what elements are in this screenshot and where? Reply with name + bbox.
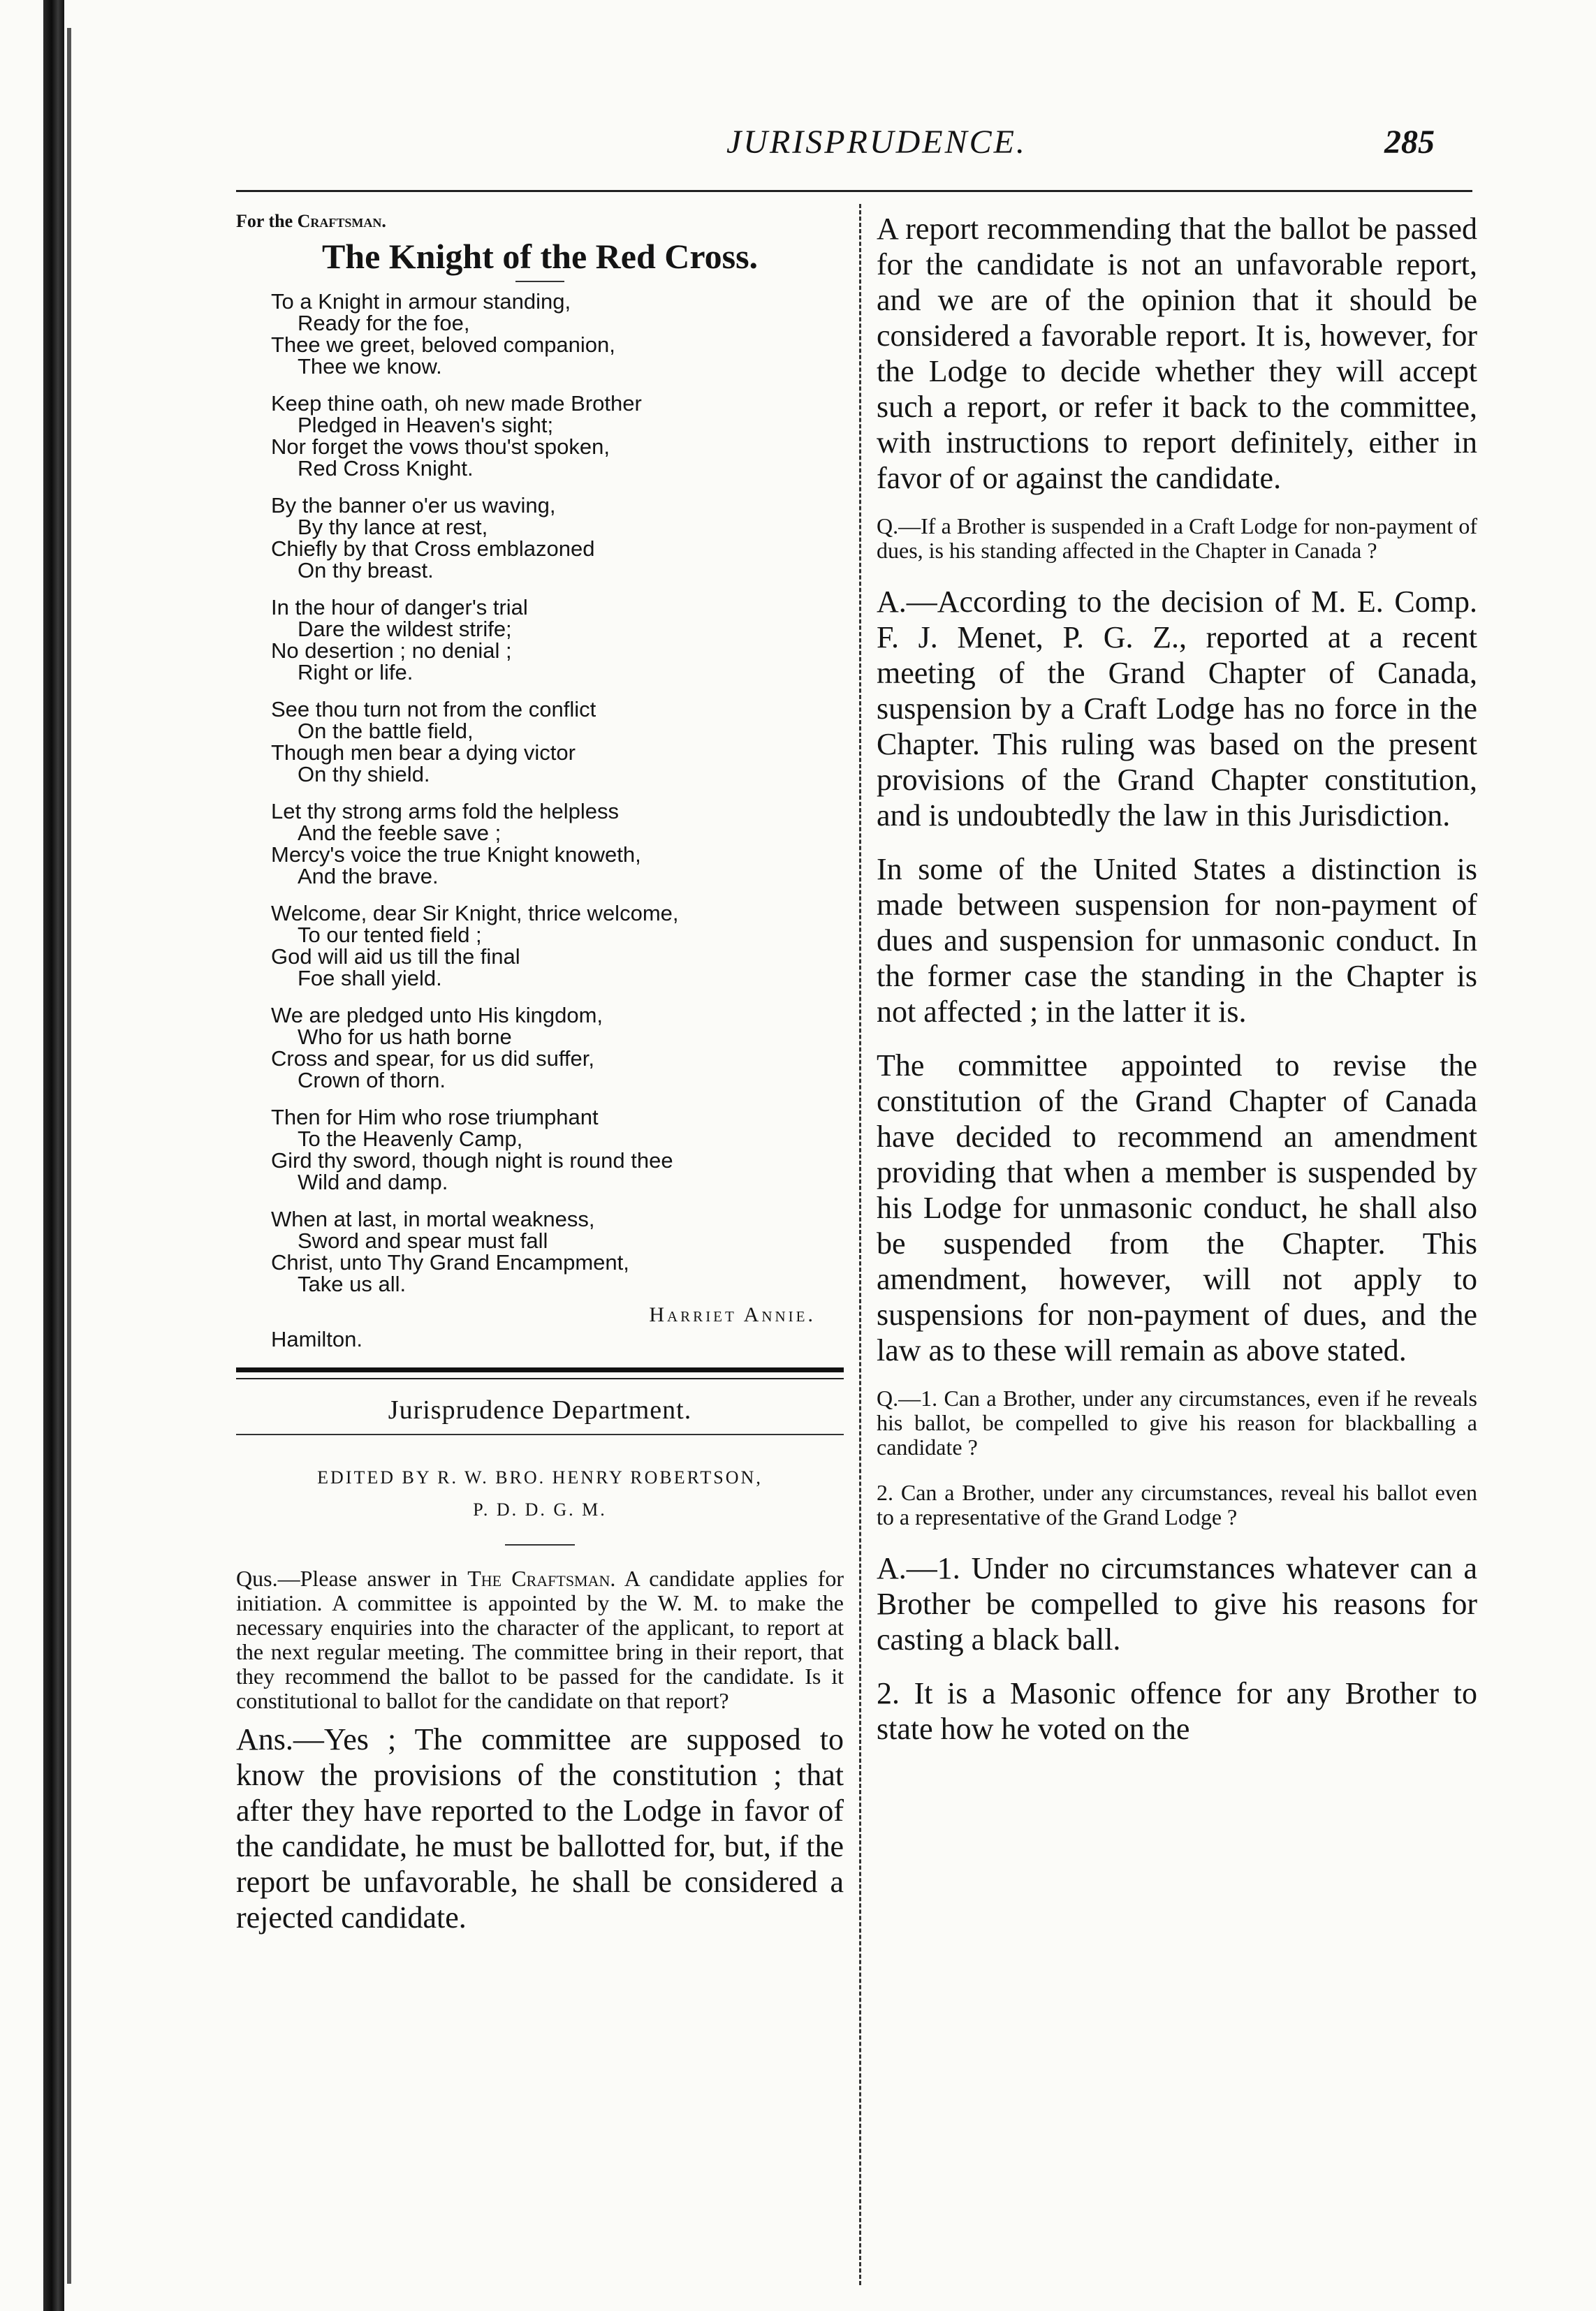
question-text-before: —Please answer in (277, 1566, 458, 1591)
poem-line: Thee we know. (298, 354, 442, 379)
question-text-after: A candidate applies for initiation. A committee is appointed by the W. M. to make the necessary enquiries into the character of the applicant, to report at the next regular meeting. The committee bring in their report, that they recommend the ballot to be passed for the candidate. Is it constitutional to ballot for the candidate on that report? (236, 1566, 844, 1713)
poem-line: God will aid us till the final (271, 944, 520, 969)
poem-stanza (271, 1208, 844, 1295)
poem-body (236, 291, 844, 1295)
poem-line: Who for us hath borne (298, 1025, 512, 1049)
poem-stanza (271, 596, 844, 683)
poem-line: To our tented field ; (298, 923, 482, 947)
editor-rule (505, 1544, 575, 1546)
department-rule (236, 1434, 844, 1435)
poem-source-line (236, 211, 844, 232)
poem-line: Red Cross Knight. (298, 456, 474, 480)
column-divider (859, 204, 861, 2285)
poem-line: Mercy's voice the true Knight knoweth, (271, 842, 641, 867)
poem-line: Right or life. (298, 660, 413, 684)
poem-stanza (271, 1106, 844, 1193)
poem-title: The Knight of the Red Cross. (321, 237, 759, 276)
poem-line: Dare the wildest strife; (298, 617, 512, 641)
title-rule (515, 281, 564, 282)
united-states-paragraph: In some of the United States a distinction is made between suspension for non-payment of dues and suspension for unmasonic conduct. In the former case the standing in the Chapter is not affected ; in the latter it is. (877, 852, 1477, 1029)
binding-shadow (43, 0, 64, 2311)
poem-line: See thou turn not from the conflict (271, 697, 596, 721)
poem-stanza (271, 800, 844, 887)
answer-suspension: A.—According to the decision of M. E. Comp. F. J. Menet, P. G. Z., reported at a recent meeting of the Grand Chapter of Canada, suspension by a Craft Lodge has no force in the Chapter. This ruling was based on the present provisions of the Grand Chapter constitution, and is undoubtedly the law in this Jurisdiction. (877, 585, 1477, 832)
poem-line: By the banner o'er us waving, (271, 493, 556, 518)
answer-ballot-1: A.—1. Under no circumstances whatever can a Brother be compelled to give his reasons for casting a black ball. (877, 1551, 1477, 1657)
poem-place: Hamilton. (271, 1327, 363, 1351)
poem-line: On thy breast. (298, 558, 434, 582)
poem-stanza (271, 494, 844, 581)
answer-ballot-2: 2. It is a Masonic offence for any Brother to state how he voted on the (877, 1676, 1477, 1746)
poem-stanza (271, 291, 844, 377)
poem-line: Crown of thorn. (298, 1068, 446, 1092)
poem-stanza (271, 698, 844, 785)
poem-line: To a Knight in armour standing, (271, 289, 571, 314)
poem-line: On thy shield. (298, 762, 430, 786)
publication-name: Craftsman. (297, 211, 386, 231)
poem-line: Then for Him who rose triumphant (271, 1105, 599, 1129)
binding-line (67, 28, 71, 2284)
question-suspension: Q.—If a Brother is suspended in a Craft Lodge for non-payment of dues, is his standing affected in the Chapter in Canada ? (877, 513, 1477, 563)
section-rule-thick (236, 1367, 844, 1372)
poem-line: Let thy strong arms fold the helpless (271, 799, 619, 823)
poem-line: By thy lance at rest, (298, 515, 488, 539)
poem-line: Thee we greet, beloved companion, (271, 332, 615, 357)
editor-line-2: P. D. D. G. M. (473, 1499, 607, 1520)
editor-line-1: EDITED BY R. W. BRO. HENRY ROBERTSON, (317, 1467, 763, 1488)
poem-line: We are pledged unto His kingdom, (271, 1003, 603, 1027)
poem-line: Gird thy sword, though night is round thee (271, 1148, 673, 1173)
poem-line: Sword and spear must fall (298, 1228, 548, 1253)
poem-line: To the Heavenly Camp, (298, 1127, 523, 1151)
poem-line: No desertion ; no denial ; (271, 638, 512, 663)
question-ballot-1: Q.—1. Can a Brother, under any circumstances, even if he reveals his ballot, be compelled to give his reason for blackballing a candidate ? (877, 1386, 1477, 1460)
question-publication: The Craftsman. (467, 1566, 616, 1591)
poem-line: In the hour of danger's trial (271, 595, 528, 619)
poem-line: Chiefly by that Cross emblazoned (271, 536, 595, 561)
left-column (236, 211, 844, 1935)
header-rule (236, 190, 1472, 192)
poem-line: When at last, in mortal weakness, (271, 1207, 595, 1231)
poem-line: On the battle field, (298, 719, 474, 743)
poem-line: Keep thine oath, oh new made Brother (271, 391, 642, 416)
poem-line: Welcome, dear Sir Knight, thrice welcome, (271, 901, 679, 925)
poem-line: Foe shall yield. (298, 966, 442, 990)
poem-line: Cross and spear, for us did suffer, (271, 1046, 594, 1071)
page-number: 285 (1384, 124, 1435, 161)
page-binding-edge (0, 0, 82, 2311)
poem-line: Ready for the foe, (298, 311, 470, 335)
poem-line: Though men bear a dying victor (271, 740, 576, 765)
section-rule-thin (236, 1378, 844, 1379)
right-column (877, 211, 1477, 1765)
poem-author: Harriet Annie. (649, 1303, 816, 1326)
poem-line: And the feeble save ; (298, 821, 502, 845)
poem-stanza (271, 1004, 844, 1091)
committee-paragraph: The committee appointed to revise the constitution of the Grand Chapter of Canada have decided to recommend an amendment providing that when a member is suspended by his Lodge for unmasonic conduct, he shall also be suspended from the Chapter. This amendment, however, will not apply to suspensions for non-payment of dues, and the law as to these will remain as above stated. (877, 1048, 1477, 1367)
question-label: Qus. (236, 1566, 278, 1591)
poem-line: Nor forget the vows thou'st spoken, (271, 434, 610, 459)
for-label: For the (236, 211, 293, 231)
question-ballot-2: 2. Can a Brother, under any circumstances, reveal his ballot even to a representative of the Grand Lodge ? (877, 1480, 1477, 1529)
answer-paragraph: Ans.—Yes ; The committee are supposed to know the provisions of the constitution ; that after they have reported to the Lodge in favor of the candidate, he must be ballotted for, but, if the report be unfavorable, he shall be considered a rejected candidate. (236, 1722, 844, 1935)
poem-line: And the brave. (298, 864, 439, 888)
running-head: JURISPRUDENCE. (726, 124, 1027, 161)
poem-line: Christ, unto Thy Grand Encampment, (271, 1250, 629, 1275)
department-title: Jurisprudence Department. (388, 1395, 692, 1425)
poem-stanza (271, 392, 844, 479)
report-paragraph: A report recommending that the ballot be passed for the candidate is not an unfavorable report, and we are of the opinion that it should be considered a favorable report. It is, however, for the Lodge to decide whether they will accept such a report, or refer it back to the committee, with instructions to report definitely, either in favor of or against the candidate. (877, 212, 1477, 495)
poem-stanza (271, 902, 844, 989)
poem-line: Wild and damp. (298, 1170, 448, 1194)
poem-line: Take us all. (298, 1272, 407, 1296)
poem-line: Pledged in Heaven's sight; (298, 413, 554, 437)
question-paragraph (236, 1567, 844, 1713)
